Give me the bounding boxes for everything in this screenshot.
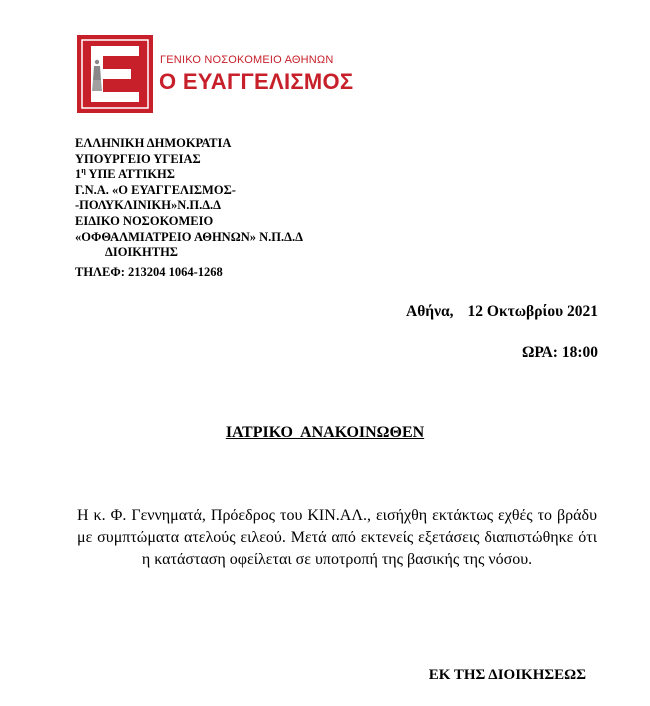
letterhead-line: «ΟΦΘΑΛΜΙΑΤΡΕΙΟ ΑΘΗΝΩΝ» Ν.Π.Δ.Δ [75,229,303,244]
letterhead-ordinal: 1 [75,167,82,182]
document-time: ΩΡΑ: 18:00 [522,344,598,361]
document-title: ΙΑΤΡΙΚΟ ΑΝΑΚΟΙΝΩΘΕΝ [225,424,425,441]
letterhead-line: ΥΠΟΥΡΓΕΙΟ ΥΓΕΙΑΣ [75,151,201,166]
letterhead-line: ΕΙΔΙΚΟ ΝΟΣΟΚΟΜΕΙΟ [75,213,214,228]
logo-subtitle: ΓΕΝΙΚΟ ΝΟΣΟΚΟΜΕΙΟ ΑΘΗΝΩΝ [160,54,334,66]
announcement-body: Η κ. Φ. Γεννηματά, Πρόεδρος του ΚΙΝ.ΑΛ., εισήχθη εκτάκτως εχθές το βράδυ με συμπτώματα ατελούς ειλεού. Μετά από εκτενείς εξετάσεις διαπιστώθηκε ότι η κατάσταση οφείλεται σε υποτροπή της βασικής της νόσου. [77,507,597,568]
letterhead-line: Γ.Ν.Α. «Ο ΕΥΑΓΓΕΛΙΣΜΟΣ- [75,182,236,197]
date-value: 12 Οκτωβρίου 2021 [467,303,598,320]
letterhead [75,136,303,280]
letterhead-ordinal-suffix: η [81,166,86,176]
date-place: Αθήνα, [406,303,454,320]
letterhead-line: -ΠΟΛΥΚΛΙΝΙΚΗ»Ν.Π.Δ.Δ [75,198,222,213]
telephone: ΤΗΛΕΦ: 213204 1064-1268 [75,264,223,279]
letterhead-region: ΥΠΕ ΑΤΤΙΚΗΣ [85,167,175,182]
hospital-logo [77,35,354,115]
hospital-emblem-icon [77,35,153,113]
logo-title: Ο ΕΥΑΓΓΕΛΙΣΜΟΣ [159,69,354,94]
letterhead-line [75,167,303,183]
document-date [406,303,598,321]
letterhead-line: ΕΛΛΗΝΙΚΗ ΔΗΜΟΚΡΑΤΙΑ [75,136,232,150]
letterhead-line: ΔΙΟΙΚΗΤΗΣ [105,245,178,260]
signoff: ΕΚ ΤΗΣ ΔΙΟΙΚΗΣΕΩΣ [428,667,586,683]
